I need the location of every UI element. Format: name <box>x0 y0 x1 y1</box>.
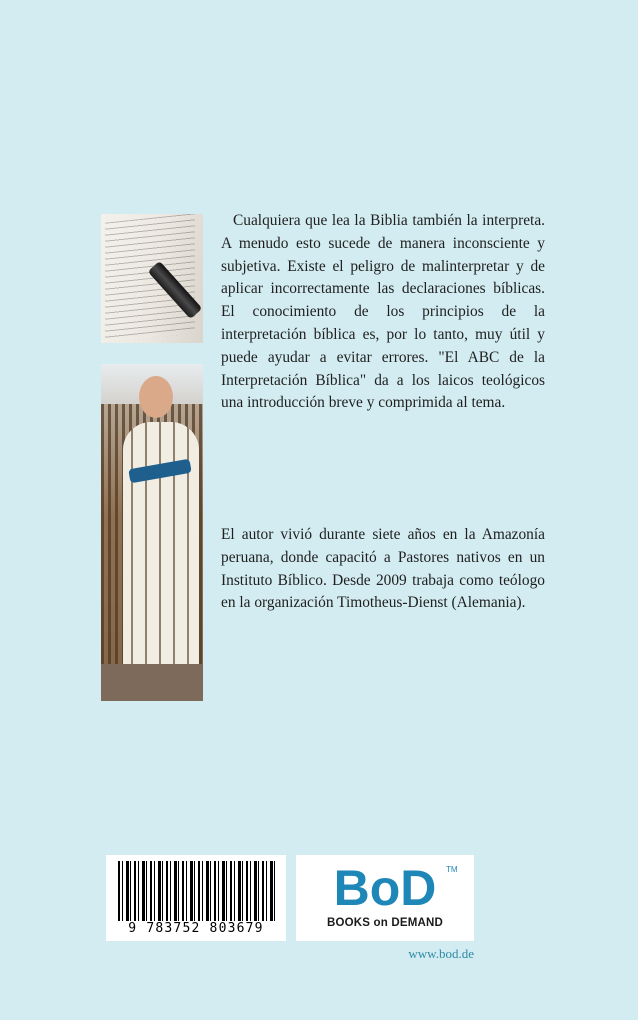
publisher-logo-text: BoD <box>333 860 437 916</box>
author-head <box>139 376 173 418</box>
barcode-bars <box>118 861 276 921</box>
author-photo <box>101 364 203 701</box>
barcode-number: 9 783752 803679 <box>128 921 264 936</box>
photo-floor <box>101 664 203 701</box>
blurb-paragraph-1: Cualquiera que lea la Biblia también la interpreta. A menudo esto sucede de manera inconsciente y subjetiva. Existe el peligro de malinterpretar y de aplicar incorrectamente las declaraciones bíblicas. El conocimiento de los principios de la interpretación bíblica es, por lo tanto, muy útil y puede ayudar a evitar errores. "El ABC de la Interpretación Bíblica" da a los laicos teológicos una introducción breve y comprimida al tema. <box>221 212 545 412</box>
publisher-tagline: BOOKS on DEMAND <box>326 917 444 929</box>
publisher-logo <box>296 855 474 941</box>
publisher-url[interactable]: www.bod.de <box>408 946 474 961</box>
isbn-barcode <box>106 855 286 941</box>
bible-photo <box>101 214 203 343</box>
blurb-paragraph-2: El autor vivió durante siete años en la Amazonía peruana, donde capacitó a Pastores nativos en un Instituto Bíblico. Desde 2009 trabaja como teólogo en la organización Timotheus-Dienst (Alemania). <box>221 526 545 612</box>
trademark-mark: TM <box>446 865 458 874</box>
bible-text-lines <box>105 214 195 343</box>
